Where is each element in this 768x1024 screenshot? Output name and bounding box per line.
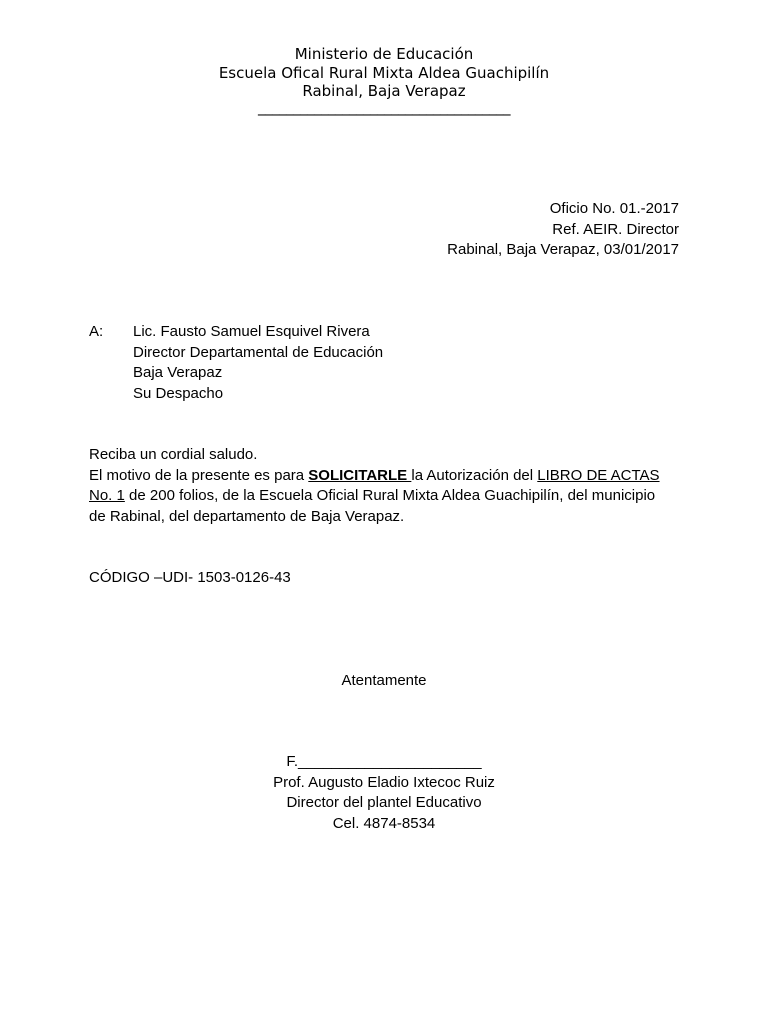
letterhead-rule: ____________________________________ <box>258 97 510 116</box>
greeting: Reciba un cordial saludo. <box>89 446 258 463</box>
body-line-2 <box>89 486 679 507</box>
school-location: Rabinal, Baja Verapaz <box>302 82 466 100</box>
addressee-office: Su Despacho <box>133 385 224 403</box>
body-text-authorization: la Autorización del <box>411 466 538 484</box>
request-keyword: SOLICITARLE <box>308 466 412 484</box>
addressee-title: Director Departamental de Educación <box>133 343 384 361</box>
book-number: No. 1 <box>89 487 125 505</box>
signature-block <box>0 752 768 835</box>
book-title: LIBRO DE ACTAS <box>537 466 660 484</box>
reference-code: Ref. AEIR. Director <box>552 220 679 238</box>
body-line-1 <box>89 466 679 487</box>
body-text-intro: El motivo de la presente es para <box>89 466 309 484</box>
addressee-label: A: <box>89 323 104 340</box>
letter-body <box>89 445 679 528</box>
ministry-name: Ministerio de Educación <box>294 45 474 63</box>
signer-phone: Cel. 4874-8534 <box>332 815 436 833</box>
signer-role: Director del plantel Educativo <box>286 794 482 812</box>
addressee-location: Baja Verapaz <box>133 364 223 382</box>
body-text-folios: de 200 folios, de la Escuela Oficial Rural Mixta Aldea Guachipilín, del municipio <box>124 487 656 505</box>
addressee-lines <box>133 322 383 405</box>
place-date: Rabinal, Baja Verapaz, 03/01/2017 <box>447 241 679 259</box>
addressee-name: Lic. Fausto Samuel Esquivel Rivera <box>133 323 370 340</box>
school-name: Escuela Ofical Rural Mixta Aldea Guachipilín <box>218 63 550 82</box>
signer-name: Prof. Augusto Eladio Ixtecoc Ruiz <box>273 773 495 791</box>
school-code: CÓDIGO –UDI- 1503-0126-43 <box>89 569 291 586</box>
closing: Atentamente <box>341 672 427 689</box>
reference-block <box>447 199 679 261</box>
signature-line: F.______________________ <box>286 753 482 770</box>
oficio-number: Oficio No. 01.-2017 <box>549 200 679 217</box>
body-line-3: de Rabinal, del departamento de Baja Verapaz. <box>89 508 405 526</box>
letterhead <box>0 45 768 116</box>
